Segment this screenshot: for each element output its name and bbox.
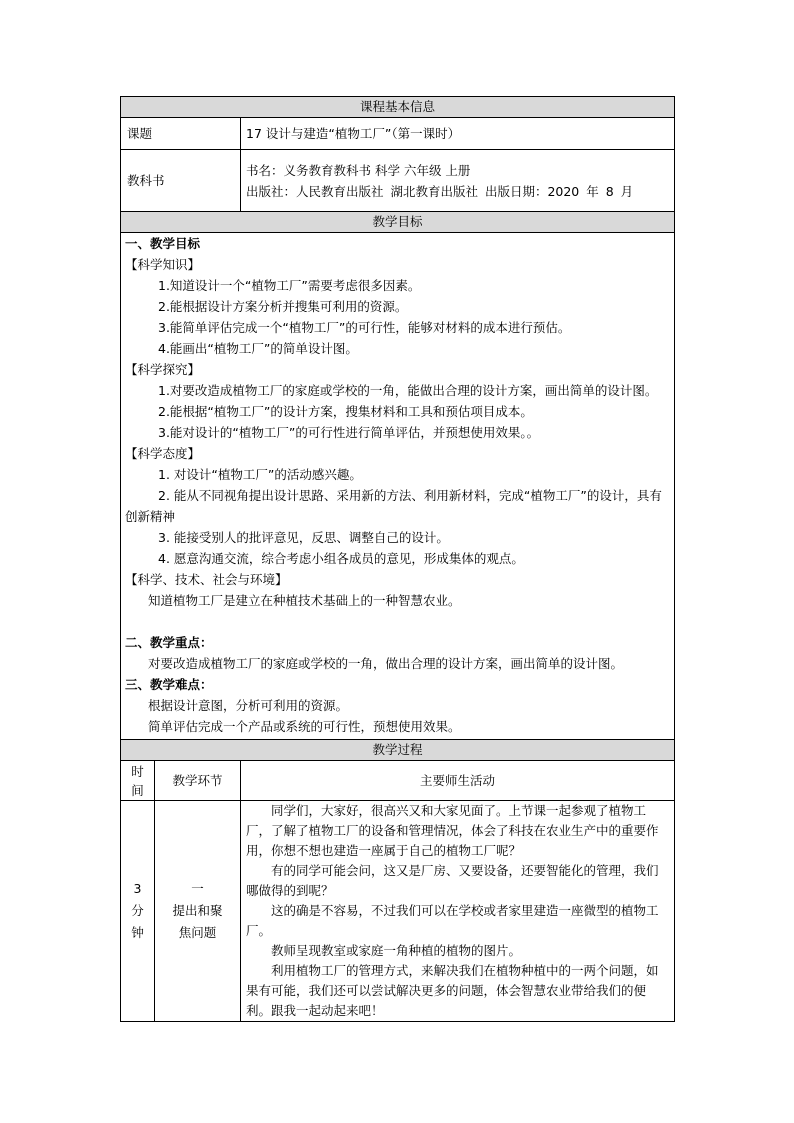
textbook-info [241,150,675,212]
knowledge-item: 2.能根据设计方案分析并搜集可利用的资源。 [158,299,408,314]
knowledge-item: 4.能画出“植物工厂”的简单设计图。 [158,341,358,356]
inquiry-item: 3.能对设计的“植物工厂”的可行性进行简单评估，并预想使用效果。。 [158,425,540,440]
process-header: 教学过程 [121,740,675,761]
row-time-text: 3分钟 [131,881,144,940]
textbook-label: 教科书 [121,150,241,212]
lesson-plan-page [120,96,674,1022]
topic-label: 课题 [121,118,241,150]
attitude-title: 【科学态度】 [125,446,201,461]
basic-info-header: 课程基本信息 [121,97,675,118]
key-points-title: 二、教学重点： [125,635,213,650]
activity-paragraph: 教师呈现教室或家庭一角种植的植物的图片。 [271,943,522,958]
col-time-label: 时间 [131,763,144,798]
stage-name: 提出和聚焦问题 [172,903,223,940]
process-row [121,801,675,1022]
inquiry-title: 【科学探究】 [125,362,201,377]
objectives-header: 教学目标 [121,212,675,233]
lesson-plan-table [120,96,675,1022]
difficulty-title: 三、教学难点： [125,677,213,692]
attitude-item: 3. 能接受别人的批评意见，反思、调整自己的设计。 [158,530,449,545]
row-activity [241,801,675,1022]
textbook-line-1: 书名：义务教育教科书 科学 六年级 上册 [246,162,471,178]
key-points-text: 对要改造成植物工厂的家庭或学校的一角，做出合理的设计方案，画出简单的设计图。 [148,656,624,671]
difficulty-item: 根据设计意图，分析可利用的资源。 [148,698,349,713]
attitude-item: 4. 愿意沟通交流，综合考虑小组各成员的意见，形成集体的观点。 [158,551,524,566]
attitude-item: 2. 能从不同视角提出设计思路、采用新的方法、利用新材料，完成“植物工厂”的设计，具有创新精神 [125,488,662,524]
row-stage [155,801,241,1022]
difficulty-item: 简单评估完成一个产品或系统的可行性，预想使用效果。 [148,719,461,734]
activity-paragraph: 同学们，大家好，很高兴又和大家见面了。上节课一起参观了植物工厂，了解了植物工厂的设备和管理情况，体会了科技在农业生产中的重要作用，你想不想也建造一座属于自己的植物工厂呢？ [246,803,659,858]
col-stage-header: 教学环节 [155,761,241,801]
activity-paragraph: 这的确是不容易，不过我们可以在学校或者家里建造一座微型的植物工厂。 [246,903,659,938]
attitude-item: 1. 对设计“植物工厂”的活动感兴趣。 [158,467,362,482]
activity-paragraph: 利用植物工厂的管理方式，来解决我们在植物种植中的一两个问题，如果有可能，我们还可以尝试解决更多的问题，体会智慧农业带给我们的便利。跟我一起动起来吧！ [246,963,659,1018]
textbook-line-2: 出版社：人民教育出版社 湖北教育出版社 出版日期：2020 年 8 月 [246,183,634,199]
activity-paragraph: 有的同学可能会问，这又是厂房、又要设备，还要智能化的管理，我们哪做得的到呢？ [246,863,659,898]
stse-title: 【科学、技术、社会与环境】 [125,572,288,587]
knowledge-item: 1.知道设计一个“植物工厂”需要考虑很多因素。 [158,278,421,293]
inquiry-item: 2.能根据“植物工厂”的设计方案，搜集材料和工具和预估项目成本。 [158,404,533,419]
knowledge-title: 【科学知识】 [125,257,201,272]
col-time-header [121,761,155,801]
col-activity-header: 主要师生活动 [241,761,675,801]
objectives-body [121,233,675,740]
topic-value: 17 设计与建造“植物工厂”（第一课时） [241,118,675,150]
stse-text: 知道植物工厂是建立在种植技术基础上的一种智慧农业。 [148,593,461,608]
stage-number: 一 [191,881,204,896]
inquiry-item: 1.对要改造成植物工厂的家庭或学校的一角，能做出合理的设计方案，画出简单的设计图。 [158,383,658,398]
objectives-title: 一、教学目标 [125,236,201,251]
row-time [121,801,155,1022]
knowledge-item: 3.能简单评估完成一个“植物工厂”的可行性，能够对材料的成本进行预估。 [158,320,571,335]
spacer [125,611,670,632]
